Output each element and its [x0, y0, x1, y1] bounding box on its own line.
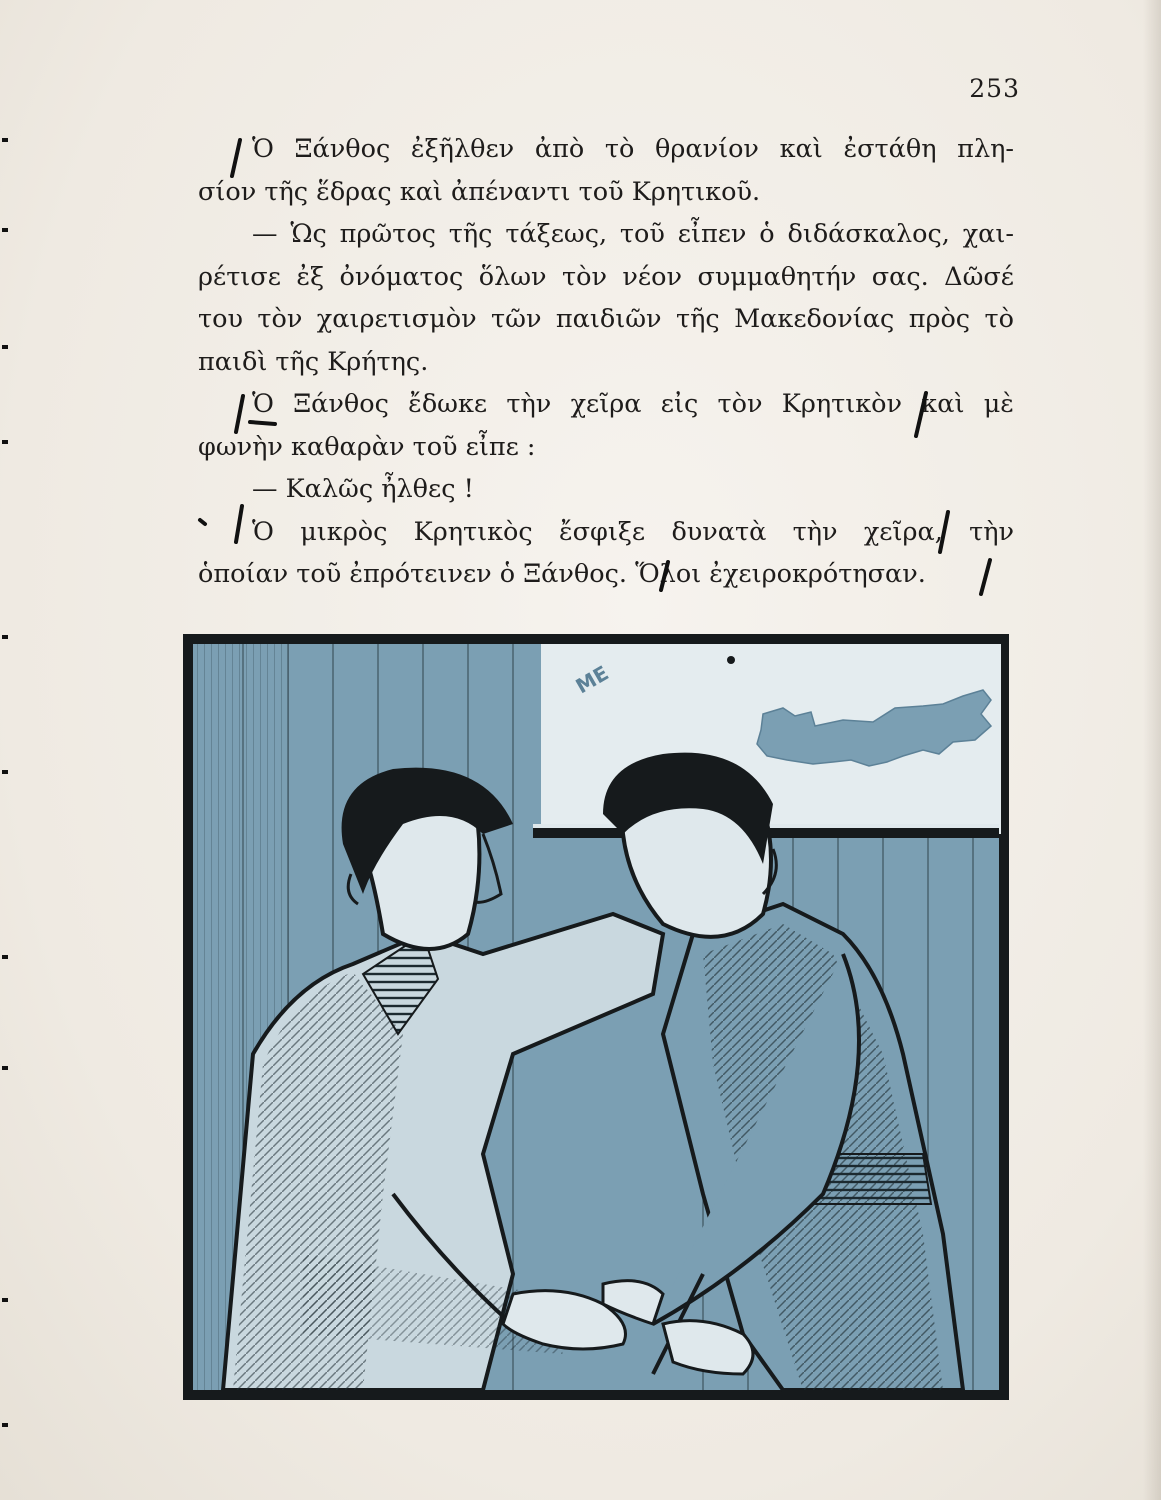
text-line: του τὸν χαιρετισμὸν τῶν παιδιῶν τῆς Μακεδονίας πρὸς τὸ — [198, 304, 1014, 334]
page-edge-shadow — [1143, 0, 1161, 1500]
map-label: ΜΕ — [571, 660, 613, 699]
handshake-illustration — [183, 634, 1009, 1400]
text-line: ὁποίαν τοῦ ἐπρότεινεν ὁ Ξάνθος. Ὅλοι ἐχειροκρότησαν. — [198, 559, 926, 589]
text-line: παιδὶ τῆς Κρήτης. — [198, 346, 429, 377]
text-line: — Καλῶς ἦλθες ! — [252, 474, 474, 504]
text-line: — Ὡς πρῶτος τῆς τάξεως, τοῦ εἶπεν ὁ διδάσκαλος, χαι- — [252, 219, 1014, 249]
text-line: σίον τῆς ἕδρας καὶ ἀπέναντι τοῦ Κρητικοῦ. — [198, 176, 761, 207]
text-line: Ὁ Ξάνθος ἐξῆλθεν ἀπὸ τὸ θρανίον καὶ ἐστάθη πλη- — [252, 134, 1014, 164]
text-line: Ὁ Ξάνθος ἔδωκε τὴν χεῖρα εἰς τὸν Κρητικὸν καὶ μὲ — [252, 389, 1014, 419]
page-number: 253 — [969, 74, 1020, 103]
text-line: ρέτισε ἐξ ὀνόματος ὅλων τὸν νέον συμμαθητήν σας. Δῶσέ — [198, 261, 1014, 292]
text-line: Ὁ μικρὸς Κρητικὸς ἔσφιξε δυνατὰ τὴν χεῖρα, τὴν — [252, 516, 1014, 547]
binding-stitch-marks — [0, 0, 14, 1500]
text-line: φωνὴν καθαρὰν τοῦ εἶπε : — [198, 431, 536, 462]
